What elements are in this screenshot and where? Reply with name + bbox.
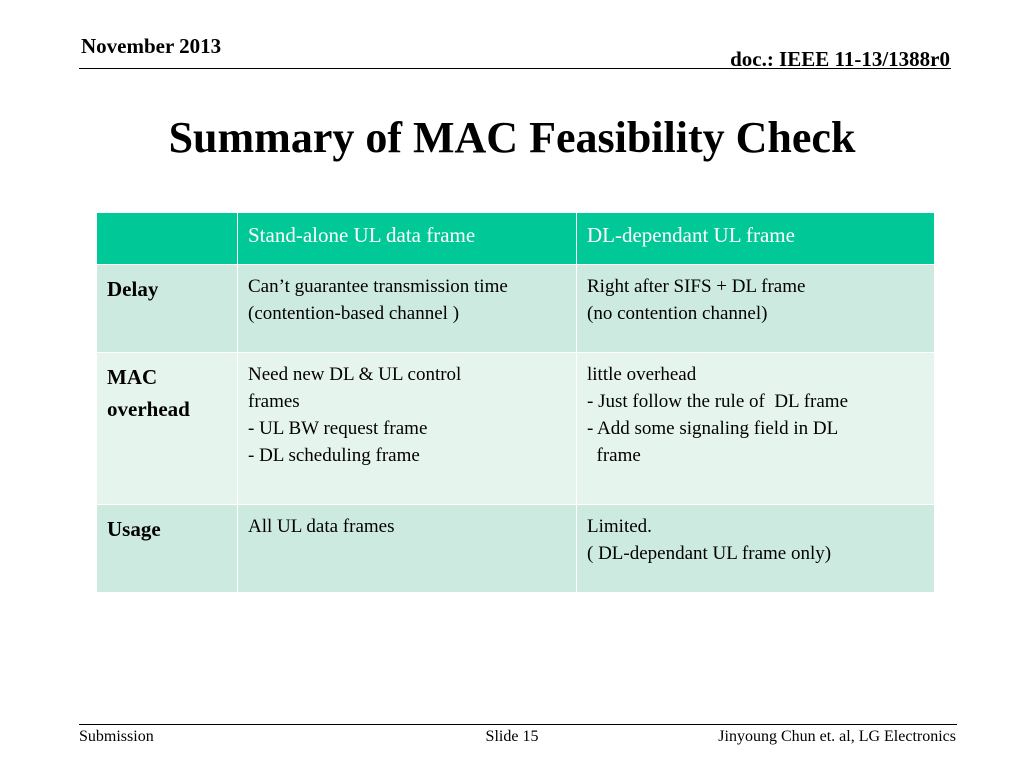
cell-line: (no contention channel)	[587, 303, 768, 324]
cell-line: Right after SIFS + DL frame	[587, 276, 806, 297]
row-label-mac-overhead	[97, 353, 238, 505]
cell-line: frames	[248, 391, 300, 412]
table-header-standalone: Stand-alone UL data frame	[238, 213, 577, 265]
cell-usage-standalone	[238, 505, 577, 593]
table-row	[97, 265, 935, 353]
cell-line: ( DL-dependant UL frame only)	[587, 543, 832, 564]
table-header-corner	[97, 213, 238, 265]
cell-mac-overhead-dl-dependant	[577, 353, 935, 505]
slide-title: Summary of MAC Feasibility Check	[168, 113, 856, 162]
cell-mac-overhead-standalone	[238, 353, 577, 505]
cell-usage-dl-dependant	[577, 505, 935, 593]
footer-slide-number: Slide 15	[485, 728, 539, 745]
cell-line: Can’t guarantee transmission time	[248, 276, 508, 297]
cell-delay-dl-dependant	[577, 265, 935, 353]
cell-line: frame	[587, 445, 641, 466]
table-row	[97, 353, 935, 505]
cell-delay-standalone	[238, 265, 577, 353]
table-header-row	[97, 213, 935, 265]
cell-line: All UL data frames	[248, 516, 395, 537]
cell-line: - Add some signaling field in DL	[587, 418, 839, 439]
header-rule	[79, 68, 951, 69]
footer-submission: Submission	[79, 728, 154, 745]
cell-line: little overhead	[587, 364, 697, 385]
cell-line: - Just follow the rule of DL frame	[587, 391, 848, 412]
cell-line: - DL scheduling frame	[248, 445, 420, 466]
cell-line: (contention-based channel )	[248, 303, 460, 324]
cell-line: - UL BW request frame	[248, 418, 428, 439]
row-label-line: MAC	[107, 365, 158, 389]
cell-line: Limited.	[587, 516, 652, 537]
header-date: November 2013	[81, 34, 222, 58]
footer-author: Jinyoung Chun et. al, LG Electronics	[718, 728, 956, 745]
summary-table	[96, 212, 935, 593]
cell-line: Need new DL & UL control	[248, 364, 462, 385]
row-label-line: overhead	[107, 397, 190, 421]
table-row	[97, 505, 935, 593]
table-header-dl-dependant: DL-dependant UL frame	[577, 213, 935, 265]
header-doc-id: doc.: IEEE 11-13/1388r0	[730, 47, 950, 71]
row-label-delay: Delay	[97, 265, 238, 353]
footer-rule	[79, 724, 957, 725]
row-label-usage: Usage	[97, 505, 238, 593]
